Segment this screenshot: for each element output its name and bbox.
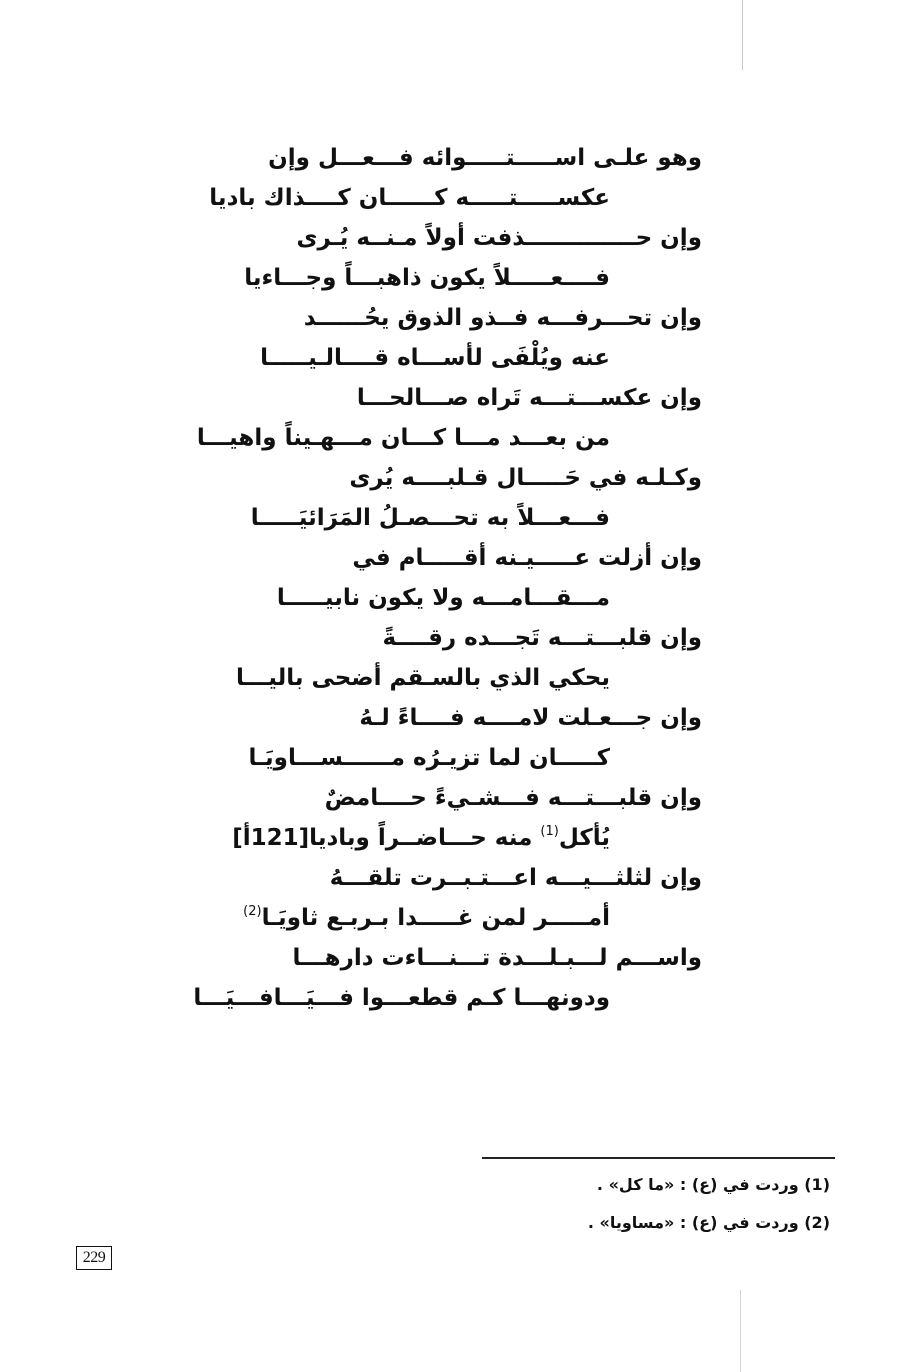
verse-line: من بعـــد مـــا كـــان مـــهـيناً واهيـــا — [196, 425, 610, 451]
verse-line: وهو علـى اســـــتـــــوائه فـــعـــل وإن — [268, 145, 702, 171]
verse-line: ودونهـــا كـم قطعـــوا فـــيَـــافـــيَـــا — [193, 985, 610, 1011]
footnotes — [420, 1168, 830, 1244]
verse-line: فـــعـــلاً به تحـــصـلُ المَرَائيَـــــا — [250, 505, 610, 531]
verse-line: عنه ويُلْفَى لأســـاه قــــالـيـــــا — [260, 345, 610, 371]
verse-line: واســـم لـــبـلـــدة تـــنـــاءت دارهـــا — [292, 945, 702, 971]
verse-text: يُأكل — [558, 825, 610, 851]
poem — [193, 138, 720, 1018]
verse-line: عكســـــتـــــه كــــــان كــــذاك باديا — [209, 185, 610, 211]
verse-line: فــــعـــــلاً يكون ذاهبـــاً وجـــاءيا — [244, 265, 610, 291]
verse-line: وإن لثلثـــيـــه اعـــتـبــرت تلقـــهُ — [329, 865, 702, 891]
scan-edge-line — [740, 1290, 741, 1372]
verse-line: مـــقـــامـــه ولا يكون نابيـــــا — [276, 585, 610, 611]
verse-text: أمـــــر لمن غـــــدا بـربـع ثاويَـا — [261, 905, 610, 931]
verse-line: يحكي الذي بالسـقم أضحى باليـــا — [235, 665, 610, 691]
verse-line: وإن تحـــرفـــه فــذو الذوق يحُــــــد — [303, 305, 702, 331]
footnote: (1) وردت في (ع) : «ما كل» . — [596, 1175, 830, 1194]
scan-edge-line — [742, 0, 743, 70]
verse-line: وإن قلبـــتـــه فـــشـيءً حــــامضٌ — [324, 785, 702, 811]
page-number: 229 — [76, 1246, 112, 1270]
verse-line: وإن جـــعـلت لامــــه فــــاءً لـهُ — [359, 705, 702, 731]
verse-line: وإن أزلت عـــــيـنه أقـــــام في — [352, 545, 702, 571]
footnote-separator — [482, 1157, 835, 1159]
footnote-marker: (2) — [243, 904, 262, 919]
verse-text: منه حـــاضــراً وباديا[121أ] — [232, 825, 541, 851]
verse-line: كـــــان لما تزيـرُه مــــــســـاويَـا — [248, 745, 610, 771]
verse-line: وكـلـه في حَـــــال قـلبــــه يُرى — [349, 465, 702, 491]
verse-line — [220, 818, 720, 858]
verse-line — [220, 898, 720, 938]
verse-line: وإن عكســـتـــه تَراه صـــالحـــا — [356, 385, 702, 411]
verse-line: وإن حــــــــــــــذفت أولاً مـنــه يُـرى — [296, 225, 702, 251]
verse-line: وإن قلبـــتـــه تَجـــده رقــــةً — [382, 625, 702, 651]
footnote-marker: (1) — [540, 824, 559, 839]
footnote: (2) وردت في (ع) : «مساويا» . — [587, 1213, 830, 1232]
